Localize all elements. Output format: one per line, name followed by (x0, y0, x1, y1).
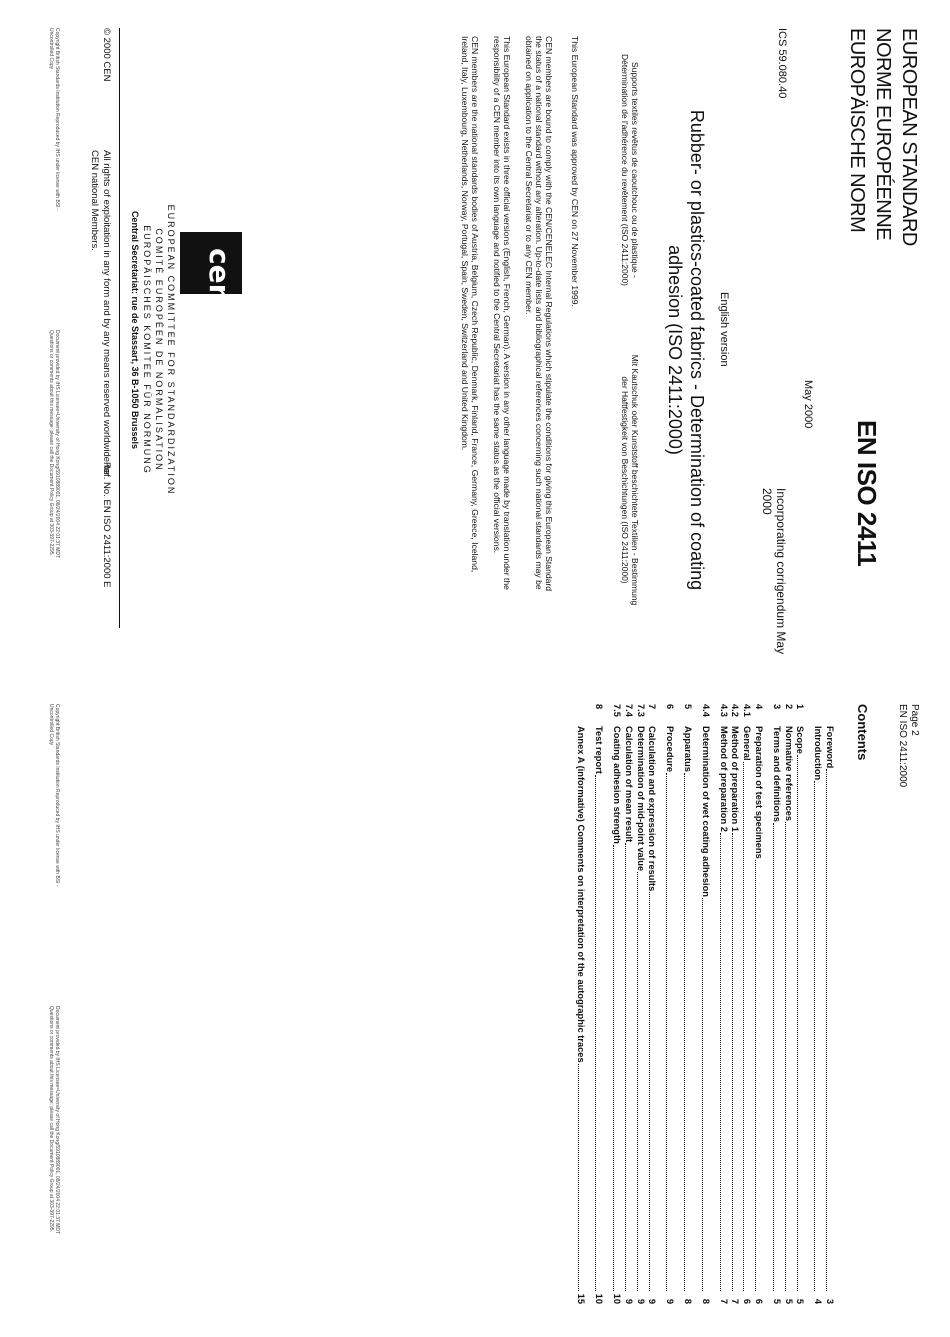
toc-entry-number: 7 (647, 704, 658, 710)
toc-leader-dots (666, 773, 675, 1291)
toc-entry-page: 9 (665, 1298, 676, 1304)
toc-leader-dots (720, 833, 729, 1291)
toc-spacer (586, 704, 592, 1304)
toc-entry-label: Coating adhesion strength (612, 726, 623, 844)
toc-entry[interactable] (575, 704, 587, 1304)
toc-entry-label: Foreword (825, 726, 835, 769)
copyright: © 2000 CEN (101, 28, 112, 82)
toc-entry-number: 3 (771, 704, 782, 710)
toc-entry-number: 4.1 (742, 704, 753, 717)
toc-entry-number: 8 (594, 704, 605, 710)
toc-entry-page: 5 (795, 1298, 806, 1304)
toc-spacer (675, 704, 681, 1304)
toc-entry[interactable] (699, 704, 711, 1304)
toc-entry-page: 8 (683, 1298, 694, 1304)
cover-page (0, 0, 950, 660)
toc-entry[interactable] (740, 704, 752, 1304)
org-name-french: COMITÉ EUROPÉEN DE NORMALISATION (154, 228, 164, 472)
toc-entry-label: Determination of wet coating adhesion (700, 726, 711, 897)
toc-entry-page: 10 (594, 1293, 605, 1304)
toc-entry[interactable] (717, 704, 729, 1304)
toc-entry-page: 7 (718, 1298, 729, 1304)
toc-entry[interactable] (663, 704, 675, 1304)
contents-page (0, 676, 950, 1336)
toc-entry-number: 5 (683, 704, 694, 710)
toc-entry[interactable] (811, 704, 823, 1304)
toc-entry-label: Calculation of mean result (623, 726, 634, 843)
page-number: Page 2 (909, 704, 920, 736)
countries-paragraph: CEN members are the national standards bodies of Austria, Belgium, Czech Republic, Denmark, Finland, France, Germany, Greece, Iceland, Ireland, Italy, Luxembourg, Netherlands, Norway, Portugal, Spain, Sweden, Switzerland and United Kingdom. (459, 36, 480, 573)
approval-paragraph: This European Standard was approved by CEN on 27 November 1999. (570, 36, 580, 307)
toc-entry-label: Preparation of test specimens (754, 726, 765, 859)
toc-leader-dots (814, 781, 823, 1291)
toc-entry-page: 6 (742, 1298, 753, 1304)
toc-entry-page: 5 (771, 1298, 782, 1304)
header-french: NORME EUROPÉENNE (872, 28, 894, 241)
standard-number: EN ISO 2411 (852, 420, 882, 567)
toc-entry-page: 3 (825, 1298, 835, 1304)
toc-leader-dots (637, 872, 646, 1291)
toc-entry[interactable] (646, 704, 658, 1304)
contents-title: Contents (855, 704, 870, 761)
toc-entry-label: Normative references (783, 726, 794, 822)
toc-entry[interactable] (752, 704, 764, 1304)
toc-entry[interactable] (634, 704, 646, 1304)
toc-entry[interactable] (610, 704, 622, 1304)
toc-entry[interactable] (823, 704, 835, 1304)
toc-leader-dots (797, 755, 806, 1291)
toc-leader-dots (826, 769, 835, 1291)
toc-leader-dots (625, 843, 634, 1291)
toc-entry-label: Test report (594, 726, 605, 774)
toc-entry-page: 5 (783, 1298, 794, 1304)
toc-entry-page: 9 (647, 1298, 658, 1304)
toc-entry-page: 7 (730, 1298, 741, 1304)
toc-entry-label: Scope (795, 726, 806, 754)
header-german: EUROPÄISCHE NORM (846, 28, 868, 233)
english-version-label: English version (718, 292, 730, 367)
side-copyright-note: Copyright British Standards Institution Reproduced by IHS under license with BSI - Uncontrolled Copy (48, 28, 60, 211)
corrigendum-note: Incorporating corrigendum May 2000 (760, 488, 788, 655)
toc-leader-dots (755, 860, 764, 1291)
toc-entry-label: Procedure (665, 726, 676, 772)
toc-leader-dots (595, 775, 604, 1291)
toc-spacer (657, 704, 663, 1304)
toc-leader-dots (649, 892, 658, 1291)
document-title: Rubber- or plastics-coated fabrics - Determination of coating adhesion (ISO 2411:2000) (665, 109, 707, 591)
toc-entry[interactable] (592, 704, 604, 1304)
toc-entry-number: 6 (665, 704, 676, 710)
toc-leader-dots (732, 833, 741, 1291)
toc-entry-number: 4.3 (718, 704, 729, 717)
toc-spacer (805, 704, 811, 1304)
toc-entry-label: Annex A (informative) Comments on interpretation of the autographic traces (576, 726, 587, 1063)
toc-entry-label: Apparatus (683, 726, 694, 772)
toc-entry-page: 8 (700, 1298, 711, 1304)
toc-leader-dots (773, 823, 782, 1291)
toc-entry-number: 7.4 (623, 704, 634, 717)
side-document-note: Document provided by IHS Licensee=University of Hong Kong/5910889001, 08/24/2004 22:01:37 MDT Questions or comments about this message: please call the Document Policy Group at 303-397-2295. (48, 330, 60, 558)
header-english: EUROPEAN STANDARD (898, 28, 920, 246)
members-paragraph: CEN members are bound to comply with the CEN/CENELEC Internal Regulations which stipulate the conditions for giving this European Standard the status of a national standard without any alteration. Up-to-date lists and bibliographical references concerning such national standards may be obtained on application to the Central Secretariat or to any CEN member. (523, 36, 554, 592)
toc-entry-number: 7.3 (635, 704, 646, 717)
toc-leader-dots (578, 1064, 587, 1291)
toc-entry-label: Terms and definitions (771, 726, 782, 822)
toc-entry-label: Introduction (813, 726, 824, 781)
toc-entry-number (811, 704, 823, 726)
toc-entry-page: 9 (623, 1298, 634, 1304)
toc-entry-page: 15 (576, 1293, 587, 1304)
toc-leader-dots (613, 845, 622, 1291)
toc-entry-number (575, 704, 587, 726)
toc-leader-dots (702, 898, 711, 1291)
org-name-english: EUROPEAN COMMITTEE FOR STANDARDIZATION (166, 204, 176, 496)
toc-entry-page: 9 (635, 1298, 646, 1304)
side-document-note: Document provided by IHS Licensee=University of Hong Kong/5910889001, 08/24/2004 22:01:37 MDT Questions or comments about this message: please call the Document Policy Group at 303-397-2295. (48, 1006, 60, 1234)
toc-entry-label: Method of preparation 1 (730, 726, 741, 832)
toc-leader-dots (684, 773, 693, 1291)
versions-paragraph: This European Standard exists in three official versions (English, French, German). A version in any other language made by translation under the responsibility of a CEN member into its own language and notified to the Central Secretariat has the same status as the official versions. (491, 36, 512, 590)
toc-entry-label: Determination of mid-point value (635, 726, 646, 872)
toc-entry-label: Calculation and expression of results (647, 726, 658, 892)
divider (119, 28, 120, 628)
toc-entry[interactable] (729, 704, 741, 1304)
toc-entry[interactable] (782, 704, 794, 1304)
toc-entry[interactable] (622, 704, 634, 1304)
toc-entry-number: 4.2 (730, 704, 741, 717)
french-title: Supports textiles revêtus de caoutchouc ou de plastique - Détermination de l'adhérence du revêtement (ISO 2411:2000) (620, 53, 640, 287)
reference-number: Ref. No. EN ISO 2411:2000 E (101, 462, 112, 588)
page-header (896, 704, 920, 787)
toc-entry-page: 6 (754, 1298, 765, 1304)
toc-entry[interactable] (681, 704, 693, 1304)
publication-date: May 2000 (802, 380, 814, 429)
toc-entry-number (823, 704, 835, 726)
toc-entry-number: 1 (795, 704, 806, 710)
toc-entry-page: 4 (813, 1298, 824, 1304)
table-of-contents (575, 704, 835, 1304)
toc-entry-label: Method of preparation 2 (718, 726, 729, 832)
org-name-german: EUROPÄISCHES KOMITEE FÜR NORMUNG (142, 225, 152, 475)
toc-entry-number: 2 (783, 704, 794, 710)
toc-entry-number: 4 (754, 704, 765, 710)
ics-code: ICS 59.080.40 (776, 28, 788, 99)
central-secretariat: Central Secretariat: rue de Stassart, 36 B-1050 Brussels (130, 210, 140, 450)
standard-reference: EN ISO 2411:2000 (897, 704, 908, 788)
toc-entry-page: 10 (612, 1293, 623, 1304)
toc-entry[interactable] (794, 704, 806, 1304)
toc-entry-number: 7.5 (612, 704, 623, 717)
german-title: Mit Kautschuk oder Kunststoff beschichtete Textilien - Bestimmung der Haftfestigkeit von Beschichtungen (ISO 2411:2000) (620, 354, 640, 606)
toc-entry[interactable] (770, 704, 782, 1304)
toc-leader-dots (743, 762, 752, 1291)
rights-statement: All rights of exploitation in any form and by any means reserved worldwide for CEN national Members. (89, 150, 112, 476)
cen-logo-text: cen (203, 248, 236, 304)
toc-leader-dots (785, 822, 794, 1291)
side-copyright-note: Copyright British Standards Institution Reproduced by IHS under license with BSI - Uncontrolled Copy (48, 704, 60, 887)
toc-entry-label: General (742, 726, 753, 761)
toc-entry-number: 4.4 (700, 704, 711, 717)
